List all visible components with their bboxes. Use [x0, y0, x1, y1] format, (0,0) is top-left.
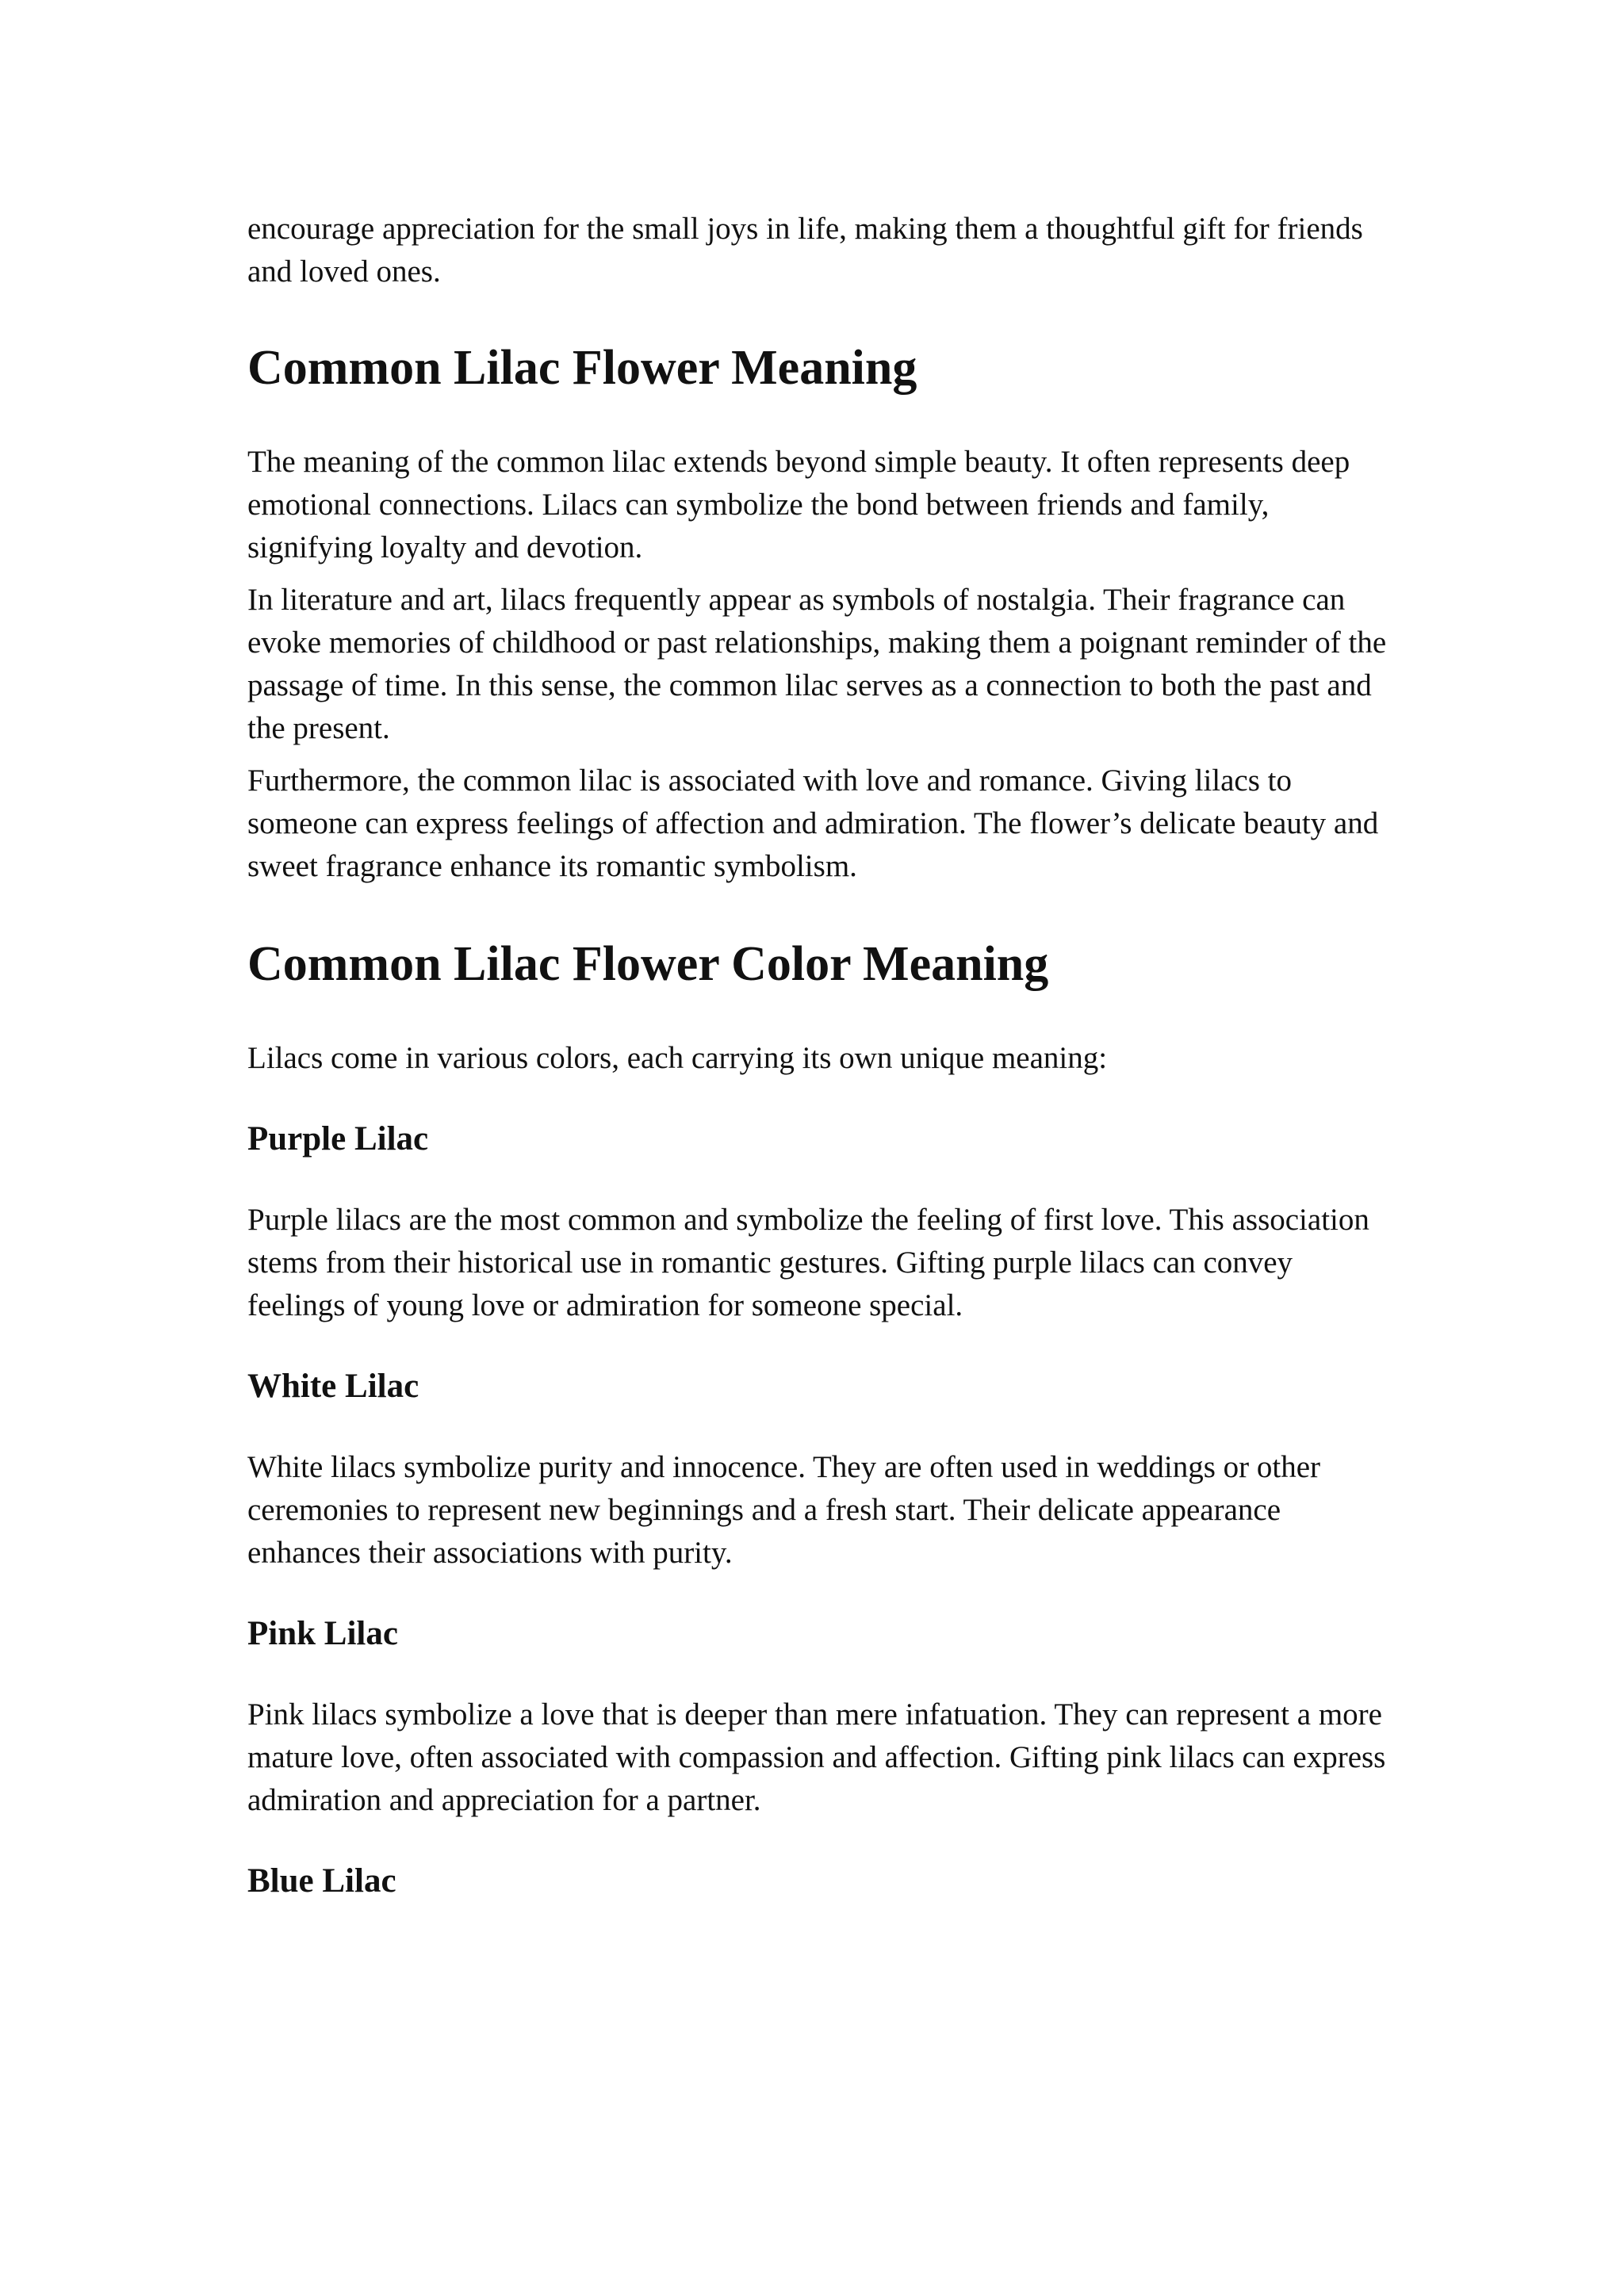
- purple-lilac-paragraph: Purple lilacs are the most common and symbolize the feeling of first love. This association stems from their historical use in romantic gestures. Gifting purple lilacs can convey feelings of young love or admiration for someone special.: [247, 1203, 1369, 1322]
- document-page: [247, 208, 1389, 1903]
- subheading-white-lilac: White Lilac: [247, 1368, 419, 1405]
- meaning-paragraph-1: The meaning of the common lilac extends beyond simple beauty. It often represents deep emotional connections. Lilacs can symbolize the bond between friends and family, signifying loyalty and devotion.: [247, 445, 1350, 564]
- color-meaning-intro: Lilacs come in various colors, each carrying its own unique meaning:: [247, 1041, 1108, 1075]
- subheading-pink-lilac: Pink Lilac: [247, 1615, 398, 1652]
- white-lilac-paragraph: White lilacs symbolize purity and innocence. They are often used in weddings or other ceremonies to represent new beginnings and a fresh start. Their delicate appearance enhances their associations with purity.: [247, 1450, 1321, 1570]
- meaning-paragraph-3: Furthermore, the common lilac is associated with love and romance. Giving lilacs to someone can express feelings of affection and admiration. The flower’s delicate beauty and sweet fragrance enhance its romantic symbolism.: [247, 763, 1379, 883]
- subheading-blue-lilac: Blue Lilac: [247, 1862, 396, 1900]
- pink-lilac-paragraph: Pink lilacs symbolize a love that is deeper than mere infatuation. They can represent a more mature love, often associated with compassion and affection. Gifting pink lilacs can express admiration and appreciation for a partner.: [247, 1697, 1386, 1817]
- intro-paragraph: encourage appreciation for the small joys in life, making them a thoughtful gift for friends and loved ones.: [247, 212, 1363, 289]
- section-heading-color-meaning: Common Lilac Flower Color Meaning: [247, 937, 1049, 991]
- section-heading-meaning: Common Lilac Flower Meaning: [247, 341, 917, 395]
- subheading-purple-lilac: Purple Lilac: [247, 1120, 429, 1158]
- meaning-paragraph-2: In literature and art, lilacs frequently appear as symbols of nostalgia. Their fragrance can evoke memories of childhood or past relationships, making them a poignant reminder of the passage of time. In this sense, the common lilac serves as a connection to both the past and the present.: [247, 583, 1387, 745]
